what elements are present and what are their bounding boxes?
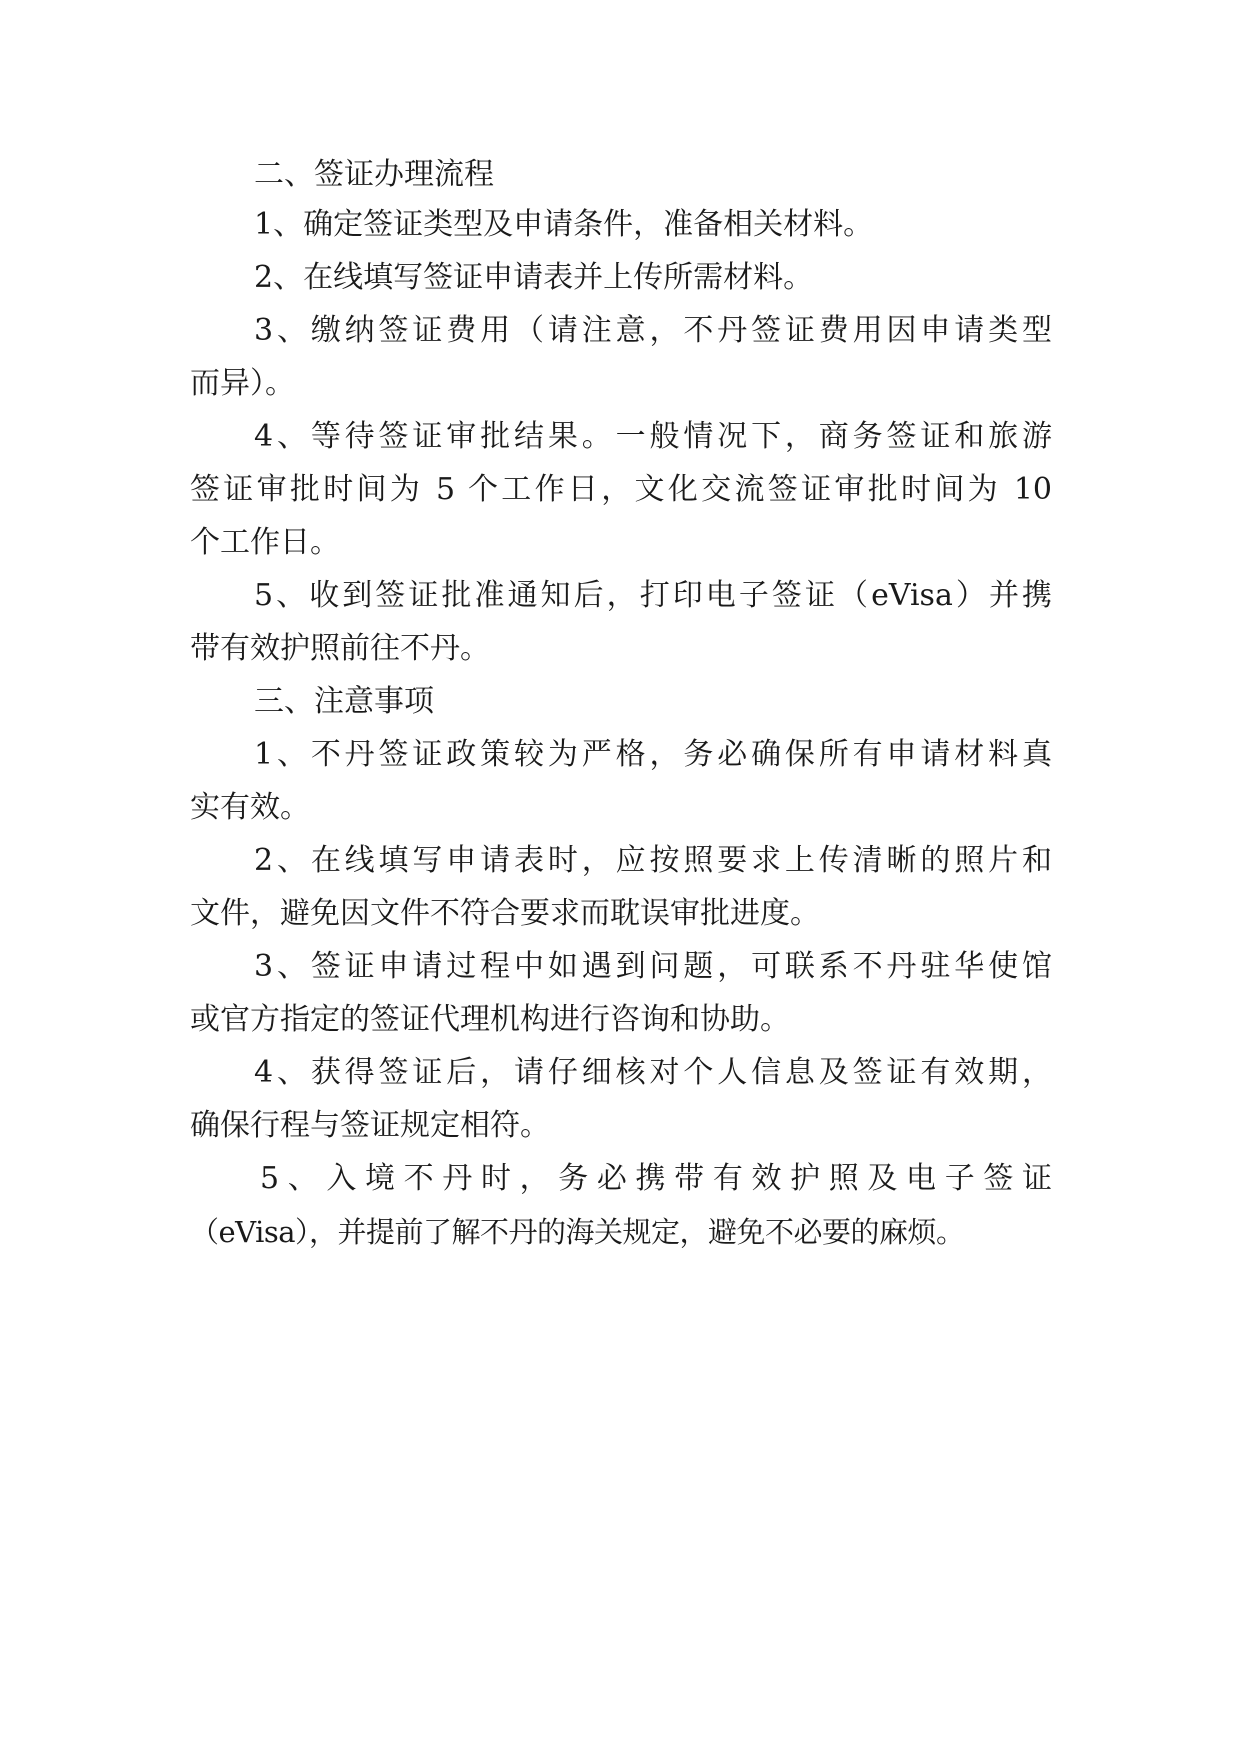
process-item-4-line-3: 个工作日。 (190, 525, 340, 560)
process-item-3-line-1: 3、缴纳签证费用（请注意，不丹签证费用因申请类型 (254, 313, 1052, 348)
notes-item-5-line-1: 5、入境不丹时，务必携带有效护照及电子签证 (260, 1161, 1052, 1196)
section-heading-notes: 三、注意事项 (254, 684, 434, 719)
notes-item-2-line-1: 2、在线填写申请表时，应按照要求上传清晰的照片和 (254, 843, 1052, 878)
notes-item-1-line-2: 实有效。 (190, 790, 310, 825)
process-item-4-line-1: 4、等待签证审批结果。一般情况下，商务签证和旅游 (254, 419, 1052, 454)
process-item-5-line-1: 5、收到签证批准通知后，打印电子签证（eVisa）并携 (254, 578, 1052, 613)
notes-item-5-line-2: （eVisa），并提前了解不丹的海关规定，避免不必要的麻烦。 (190, 1215, 965, 1249)
notes-item-3-line-2: 或官方指定的签证代理机构进行咨询和协助。 (190, 1002, 790, 1037)
notes-item-4-line-2: 确保行程与签证规定相符。 (190, 1108, 550, 1143)
section-heading-process: 二、签证办理流程 (254, 157, 494, 192)
process-item-2: 2、在线填写签证申请表并上传所需材料。 (254, 260, 814, 295)
notes-item-2-line-2: 文件，避免因文件不符合要求而耽误审批进度。 (190, 896, 820, 931)
process-item-1: 1、确定签证类型及申请条件，准备相关材料。 (254, 207, 874, 242)
notes-item-4-line-1: 4、获得签证后，请仔细核对个人信息及签证有效期， (254, 1055, 1052, 1090)
process-item-4-line-2: 签证审批时间为 5 个工作日，文化交流签证审批时间为 10 (190, 472, 1052, 507)
process-item-5-line-2: 带有效护照前往不丹。 (190, 631, 490, 666)
process-item-3-line-2: 而异）。 (190, 366, 295, 401)
notes-item-1-line-1: 1、不丹签证政策较为严格，务必确保所有申请材料真 (254, 737, 1052, 772)
notes-item-3-line-1: 3、签证申请过程中如遇到问题，可联系不丹驻华使馆 (254, 949, 1052, 984)
